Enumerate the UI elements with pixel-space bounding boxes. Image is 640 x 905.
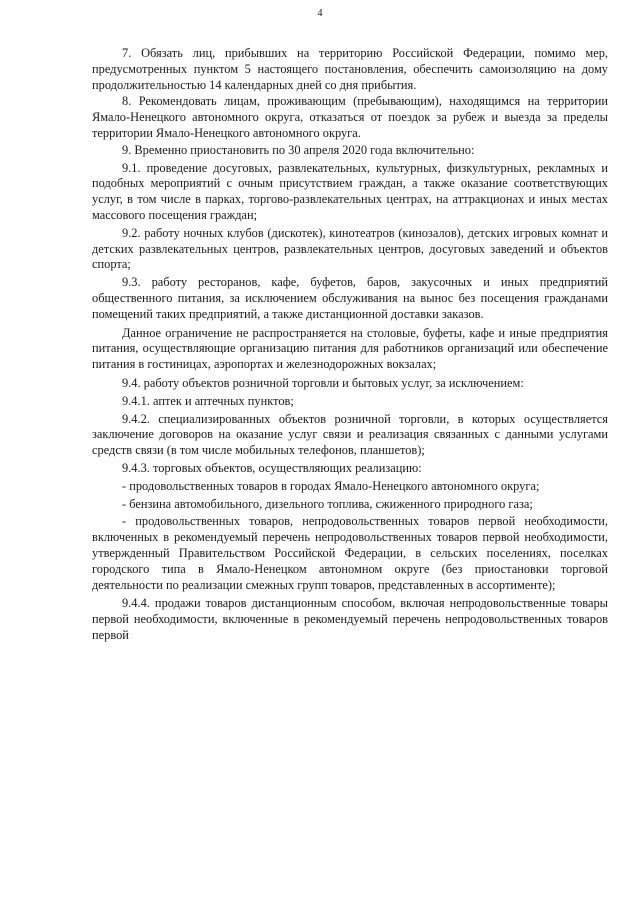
paragraph-restriction-note: Данное ограничение не распространяется на столовые, буфеты, кафе и иные предприятия питания, осуществляющие организацию питания для работников организаций или обеспечение питания в гостиницах, аэропортах и железнодорожных вокзалах;	[92, 325, 608, 372]
paragraph-9-4-2: 9.4.2. специализированных объектов розничной торговли, в которых осуществляется заключение договоров на оказание услуг связи и реализация связанных с данными услугами средств связи (в том числе мобильных телефонов, планшетов);	[92, 411, 608, 458]
paragraph-9-4-1: 9.4.1. аптек и аптечных пунктов;	[122, 393, 294, 408]
paragraph-7: 7. Обязать лиц, прибывших на территорию Российской Федерации, помимо мер, предусмотренных пунктом 5 настоящего постановления, обеспечить самоизоляцию на дому продолжительностью 14 календарных дней со дня прибытия.	[92, 46, 608, 92]
list-item-food-cities: - продовольственных товаров в городах Ямало-Ненецкого автономного округа;	[122, 478, 540, 493]
paragraph-9-4: 9.4. работу объектов розничной торговли и бытовых услуг, за исключением:	[122, 375, 524, 390]
page-number: 4	[317, 8, 323, 19]
paragraph-9-3: 9.3. работу ресторанов, кафе, буфетов, баров, закусочных и иных предприятий общественного питания, за исключением обслуживания на вынос без посещения гражданами помещений таких предприятий, а также дистанционной доставки заказов.	[92, 275, 608, 321]
list-item-fuel: - бензина автомобильного, дизельного топлива, сжиженного природного газа;	[122, 496, 533, 511]
paragraph-8: 8. Рекомендовать лицам, проживающим (пребывающим), находящимся на территории Ямало-Ненецкого автономного округа, отказаться от поездок за рубеж и выезда за пределы территории Ямало-Ненецкого автономного округа.	[92, 94, 608, 140]
document-body	[92, 46, 608, 644]
list-item-rural-goods: - продовольственных товаров, непродовольственных товаров первой необходимости, включенных в рекомендуемый перечень непродовольственных товаров первой необходимости, утвержденный Правительством Российской Федерации, в сельских поселениях, поселках городского типа в Ямало-Ненецком автономном округе (без приостановки торговой деятельности по реализации смежных групп товаров, представленных в ассортименте);	[92, 514, 608, 592]
paragraph-9-4-3: 9.4.3. торговых объектов, осуществляющих реализацию:	[122, 460, 422, 475]
paragraph-9-4-4: 9.4.4. продажи товаров дистанционным способом, включая непродовольственные товары первой необходимости, включенные в рекомендуемый перечень непродовольственных товаров первой	[92, 596, 608, 642]
paragraph-9: 9. Временно приостановить по 30 апреля 2020 года включительно:	[122, 142, 475, 157]
paragraph-9-2: 9.2. работу ночных клубов (дискотек), кинотеатров (кинозалов), детских игровых комнат и детских развлекательных центров, развлекательных центров, досуговых заведений и объектов спорта;	[92, 225, 608, 272]
paragraph-9-1: 9.1. проведение досуговых, развлекательных, культурных, физкультурных, рекламных и подобных мероприятий с очным присутствием граждан, а также оказание соответствующих услуг, в том числе в парках, торгово-развлекательных центрах, на аттракционах и иных местах массового посещения граждан;	[92, 160, 608, 222]
